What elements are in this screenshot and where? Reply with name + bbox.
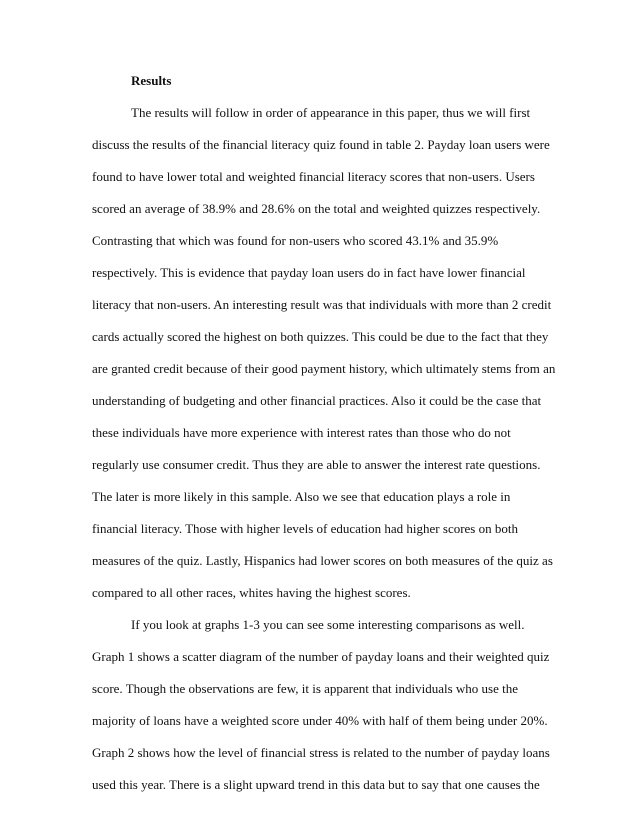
paragraph-line: majority of loans have a weighted score under 40% with half of them being under 20%. <box>92 713 548 728</box>
paragraph-line: Contrasting that which was found for non-users who scored 43.1% and 35.9% <box>92 233 499 248</box>
paragraph-line: are granted credit because of their good payment history, which ultimately stems from an <box>92 361 556 376</box>
paragraph-line: Graph 1 shows a scatter diagram of the number of payday loans and their weighted quiz <box>92 649 550 664</box>
paragraph-line: used this year. There is a slight upward trend in this data but to say that one causes the <box>92 777 540 792</box>
paragraph-line: understanding of budgeting and other financial practices. Also it could be the case that <box>92 393 542 408</box>
paragraph-line: If you look at graphs 1-3 you can see some interesting comparisons as well. <box>131 617 525 632</box>
paragraph-line: score. Though the observations are few, it is apparent that individuals who use the <box>92 681 519 696</box>
paragraph-line: respectively. This is evidence that payday loan users do in fact have lower financial <box>92 265 526 280</box>
paragraph-line: Graph 2 shows how the level of financial stress is related to the number of payday loans <box>92 745 550 760</box>
paragraph-line: measures of the quiz. Lastly, Hispanics had lower scores on both measures of the quiz as <box>92 553 553 568</box>
paragraph-line: regularly use consumer credit. Thus they are able to answer the interest rate questions. <box>92 457 541 472</box>
paragraph-line: these individuals have more experience with interest rates than those who do not <box>92 425 511 440</box>
paragraph-line: The results will follow in order of appearance in this paper, thus we will first <box>131 105 531 120</box>
paragraph-line: cards actually scored the highest on both quizzes. This could be due to the fact that they <box>92 329 549 344</box>
paragraph-line: discuss the results of the financial literacy quiz found in table 2. Payday loan users were <box>92 137 550 152</box>
paragraph-line: scored an average of 38.9% and 28.6% on the total and weighted quizzes respectively. <box>92 201 541 216</box>
paragraph-line: found to have lower total and weighted financial literacy scores that non-users. Users <box>92 169 535 184</box>
paragraph-line: compared to all other races, whites having the highest scores. <box>92 585 411 600</box>
paragraph-line: The later is more likely in this sample. Also we see that education plays a role in <box>92 489 511 504</box>
paragraph-line: financial literacy. Those with higher levels of education had higher scores on both <box>92 521 518 536</box>
section-heading: Results <box>131 73 172 88</box>
paragraph-line: literacy that non-users. An interesting result was that individuals with more than 2 credit <box>92 297 552 312</box>
